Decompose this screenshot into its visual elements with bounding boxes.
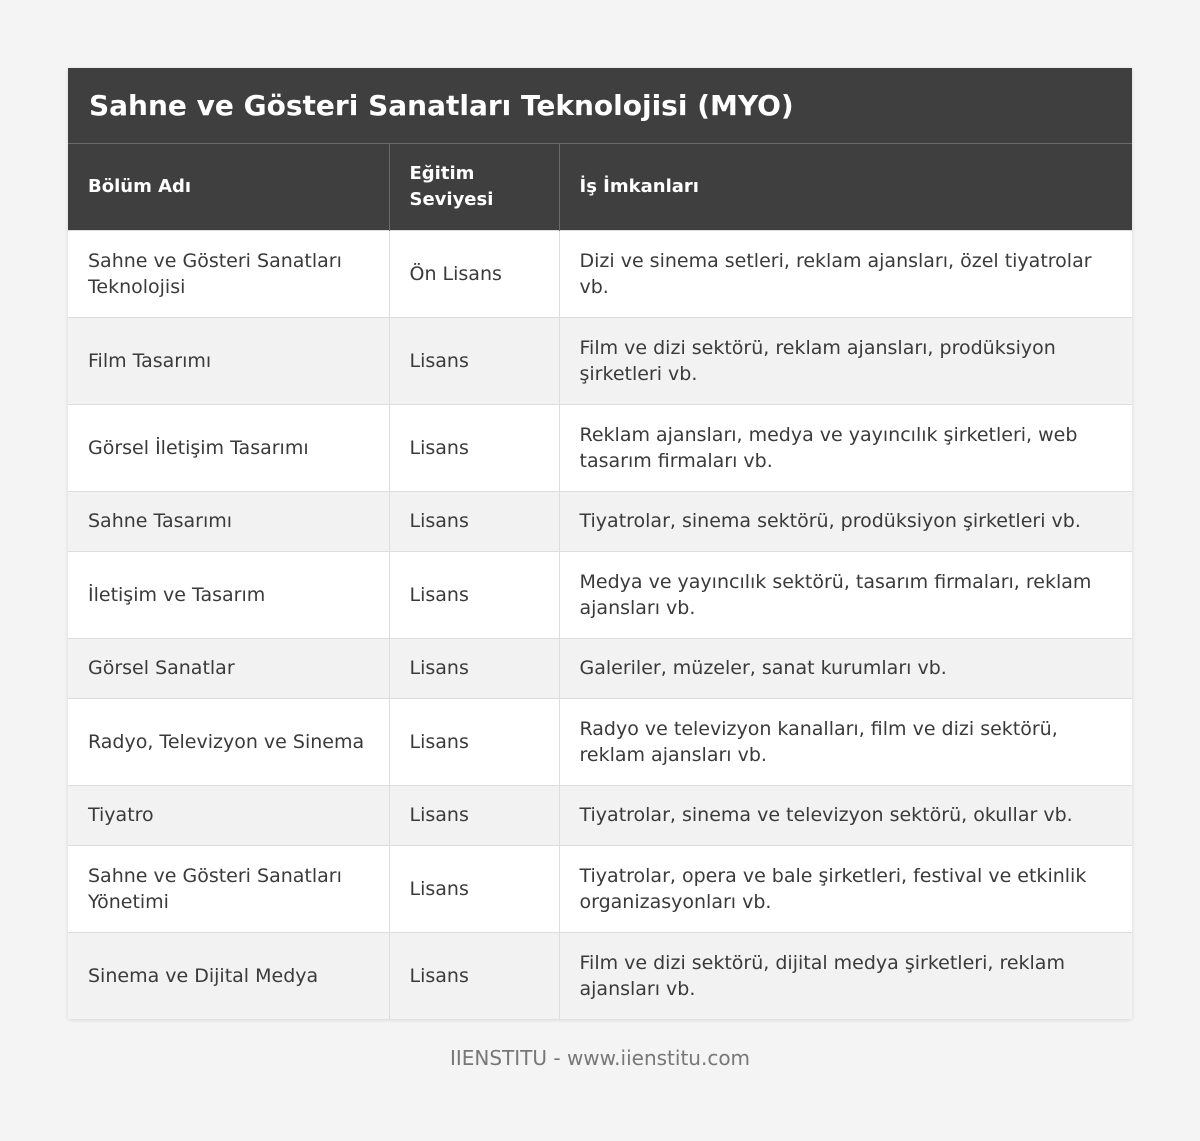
table-title: Sahne ve Gösteri Sanatları Teknolojisi (MYO) <box>68 68 1132 144</box>
table-row <box>68 932 1132 1019</box>
cell-education-level: Lisans <box>389 932 559 1019</box>
table-row <box>68 551 1132 638</box>
column-header-jobs: İş İmkanları <box>559 144 1132 230</box>
cell-education-level: Ön Lisans <box>389 230 559 317</box>
cell-education-level: Lisans <box>389 785 559 845</box>
cell-program-name: Sahne ve Gösteri Sanatları Teknolojisi <box>68 230 389 317</box>
cell-program-name: Sahne ve Gösteri Sanatları Yönetimi <box>68 845 389 932</box>
cell-education-level: Lisans <box>389 638 559 698</box>
header-row <box>68 144 1132 230</box>
table-row <box>68 845 1132 932</box>
cell-job-opportunities: Medya ve yayıncılık sektörü, tasarım firmaları, reklam ajansları vb. <box>559 551 1132 638</box>
cell-program-name: Tiyatro <box>68 785 389 845</box>
programs-table <box>68 144 1132 1019</box>
cell-job-opportunities: Galeriler, müzeler, sanat kurumları vb. <box>559 638 1132 698</box>
cell-program-name: Sahne Tasarımı <box>68 491 389 551</box>
table-row <box>68 698 1132 785</box>
cell-program-name: İletişim ve Tasarım <box>68 551 389 638</box>
column-header-level: Eğitim Seviyesi <box>389 144 559 230</box>
cell-job-opportunities: Dizi ve sinema setleri, reklam ajansları, özel tiyatrolar vb. <box>559 230 1132 317</box>
cell-program-name: Sinema ve Dijital Medya <box>68 932 389 1019</box>
cell-job-opportunities: Film ve dizi sektörü, dijital medya şirketleri, reklam ajansları vb. <box>559 932 1132 1019</box>
cell-education-level: Lisans <box>389 317 559 404</box>
table-row <box>68 404 1132 491</box>
cell-program-name: Radyo, Televizyon ve Sinema <box>68 698 389 785</box>
table-row <box>68 230 1132 317</box>
table-card <box>68 68 1132 1019</box>
cell-job-opportunities: Tiyatrolar, sinema sektörü, prodüksiyon şirketleri vb. <box>559 491 1132 551</box>
cell-education-level: Lisans <box>389 698 559 785</box>
cell-job-opportunities: Reklam ajansları, medya ve yayıncılık şirketleri, web tasarım firmaları vb. <box>559 404 1132 491</box>
cell-job-opportunities: Film ve dizi sektörü, reklam ajansları, prodüksiyon şirketleri vb. <box>559 317 1132 404</box>
cell-program-name: Görsel Sanatlar <box>68 638 389 698</box>
cell-education-level: Lisans <box>389 491 559 551</box>
cell-education-level: Lisans <box>389 845 559 932</box>
footer-credit: IIENSTITU - www.iienstitu.com <box>449 1046 751 1070</box>
cell-program-name: Görsel İletişim Tasarımı <box>68 404 389 491</box>
table-row <box>68 491 1132 551</box>
cell-education-level: Lisans <box>389 404 559 491</box>
cell-job-opportunities: Radyo ve televizyon kanalları, film ve dizi sektörü, reklam ajansları vb. <box>559 698 1132 785</box>
table-row <box>68 638 1132 698</box>
table-row <box>68 317 1132 404</box>
cell-job-opportunities: Tiyatrolar, opera ve bale şirketleri, festival ve etkinlik organizasyonları vb. <box>559 845 1132 932</box>
cell-program-name: Film Tasarımı <box>68 317 389 404</box>
cell-education-level: Lisans <box>389 551 559 638</box>
cell-job-opportunities: Tiyatrolar, sinema ve televizyon sektörü, okullar vb. <box>559 785 1132 845</box>
column-header-name: Bölüm Adı <box>68 144 389 230</box>
table-row <box>68 785 1132 845</box>
